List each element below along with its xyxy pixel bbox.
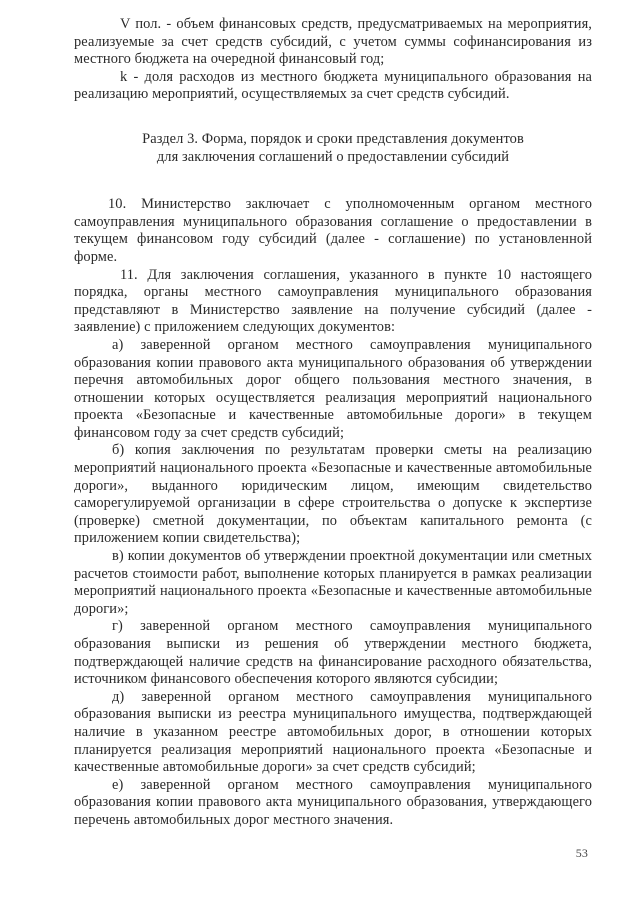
clause-11-e: е) заверенной органом местного самоуправления муниципального образования копии правового акта муниципального образования, утверждающего перечень автомобильных дорог местного значения. xyxy=(74,776,592,828)
clause-11-g: г) заверенной органом местного самоуправления муниципального образования выписки из решения об утверждении местного бюджета, подтверждающей наличие средств на финансирование расходного обязательства, источником финансового обеспечения которого являются субсидии; xyxy=(74,618,592,688)
section-heading xyxy=(74,131,592,166)
clause-11-d: д) заверенной органом местного самоуправления муниципального образования выписки из реестра муниципального имущества, подтверждающей наличие в указанном реестре автомобильных дорог, в отношении которых планируется реализация мероприятий национального проекта «Безопасные и качественные автомобильные дороги» за счет средств субсидий; xyxy=(74,688,592,776)
clause-11-a: а) заверенной органом местного самоуправления муниципального образования копии правового акта муниципального образования об утверждении перечня автомобильных дорог общего пользования местного значения, в отношении которых осуществляется реализация мероприятий национального проекта «Безопасные и качественные автомобильные дороги» в текущем финансовом году за счет средств субсидий; xyxy=(74,336,592,441)
section-title-line1: Раздел 3. Форма, порядок и сроки представления документов xyxy=(142,130,524,147)
clause-11-v: в) копии документов об утверждении проектной документации или сметных расчетов стоимости работ, выполнение которых планируется в рамках реализации мероприятий национального проекта «Безопасные и качественные автомобильные дороги»; xyxy=(74,548,592,617)
page-number: 53 xyxy=(575,846,588,861)
clause-11-b: б) копия заключения по результатам проверки сметы на реализацию мероприятий национального проекта «Безопасные и качественные автомобильные дороги», выданного юридическим лицом, имеющим свидетельство саморегулируемой организации в сфере строительства о допуске к экспертизе (проверке) сметной документации, по объектам капитального ремонта (с приложением копии свидетельства); xyxy=(74,442,592,547)
intro-paragraph-k: k - доля расходов из местного бюджета муниципального образования на реализацию мероприятий, осуществляемых за счет средств субсидий. xyxy=(74,68,592,103)
clause-10: 10. Министерство заключает с уполномоченным органом местного самоуправления муниципального образования соглашение о предоставлении в текущем финансовом году субсидий (далее - соглашение) по установленной форме. xyxy=(74,196,592,265)
section-title-line2: для заключения соглашений о предоставлении субсидий xyxy=(156,148,510,165)
intro-paragraph-v: V пол. - объем финансовых средств, предусматриваемых на мероприятия, реализуемые за счет средств субсидий, с учетом суммы софинансирования из местного бюджета на очередной финансовый год; xyxy=(74,16,592,68)
clause-11: 11. Для заключения соглашения, указанного в пункте 10 настоящего порядка, органы местного самоуправления муниципального образования представляют в Министерство заявление на получение субсидий (далее - заявление) с приложением следующих документов: xyxy=(74,266,592,336)
